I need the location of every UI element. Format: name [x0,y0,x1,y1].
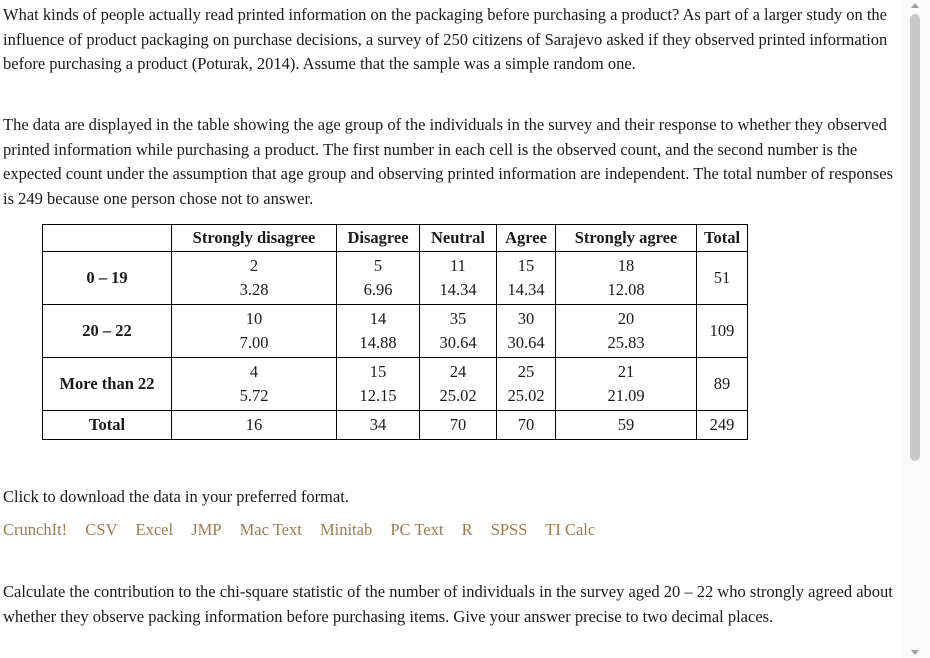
header-agree: Agree [497,225,556,252]
totals-label: Total [43,411,172,440]
table-cell [172,305,337,358]
observed-count: 35 [449,309,467,328]
scroll-thumb[interactable] [910,14,920,461]
header-empty [43,225,172,252]
expected-count: 14.34 [507,280,545,299]
observed-count: 18 [617,256,635,275]
table-cell [337,358,420,411]
header-strongly-agree: Strongly agree [556,225,697,252]
expected-count: 25.02 [439,386,477,405]
download-links [3,520,609,540]
column-total: 59 [556,411,697,440]
observed-count: 15 [517,256,535,275]
expected-count: 3.28 [239,280,269,299]
observed-count: 2 [249,256,259,275]
download-link-mac-text[interactable]: Mac Text [239,520,302,539]
download-link-csv[interactable]: CSV [85,520,118,539]
download-link-minitab[interactable]: Minitab [319,520,373,539]
table-cell [337,305,420,358]
expected-count: 14.88 [359,333,397,352]
table-cell [172,358,337,411]
table-cell [497,252,556,305]
table-cell [497,305,556,358]
observed-count: 20 [617,309,635,328]
row-total: 51 [697,252,748,305]
table-cell [337,252,420,305]
expected-count: 5.72 [239,386,269,405]
expected-count: 6.96 [363,280,393,299]
expected-count: 7.00 [239,333,269,352]
table-cell [172,252,337,305]
download-link-crunchit[interactable]: CrunchIt! [3,520,68,539]
header-strongly-disagree: Strongly disagree [172,225,337,252]
expected-count: 30.64 [439,333,477,352]
header-disagree: Disagree [337,225,420,252]
observed-count: 11 [450,256,466,275]
header-total: Total [697,225,748,252]
expected-count: 21.09 [607,386,645,405]
table-cell [420,358,497,411]
table-cell [556,305,697,358]
column-total: 70 [420,411,497,440]
download-link-jmp[interactable]: JMP [191,520,222,539]
column-total: 70 [497,411,556,440]
table-cell [556,358,697,411]
observed-count: 5 [373,256,383,275]
expected-count: 25.83 [607,333,645,352]
expected-count: 12.08 [607,280,645,299]
scroll-down-icon[interactable] [911,650,919,655]
grand-total: 249 [697,411,748,440]
table-row [43,358,748,411]
row-total: 109 [697,305,748,358]
row-label: More than 22 [43,358,172,411]
table-row [43,305,748,358]
observed-count: 15 [369,362,387,381]
table-cell [556,252,697,305]
observed-count: 30 [517,309,535,328]
column-total: 16 [172,411,337,440]
observed-count: 25 [517,362,535,381]
table-cell [420,305,497,358]
table-cell [497,358,556,411]
download-link-spss[interactable]: SPSS [490,520,528,539]
observed-count: 24 [449,362,467,381]
download-link-r[interactable]: R [461,520,473,539]
header-neutral: Neutral [420,225,497,252]
table-row [43,252,748,305]
expected-count: 14.34 [439,280,477,299]
row-label: 20 – 22 [43,305,172,358]
intro-paragraph: What kinds of people actually read printed information on the packaging before purchasing a product? As part of a larger study on the influence of product packaging on purchase decisions, a survey of 250 citizens of Sarajevo asked if they observed printed information before purchasing a product (Poturak, 2014). Assume that the sample was a simple random one. [3,5,888,74]
table-description: The data are displayed in the table showing the age group of the individuals in the survey and their response to whether they observed printed information while purchasing a product. The first number in each cell is the observed count, and the second number is the expected count under the assumption that age group and observing printed information are independent. The total number of responses is 249 because one person chose not to answer. [3,115,893,208]
column-total: 34 [337,411,420,440]
observed-count: 21 [617,362,635,381]
scroll-up-icon[interactable] [911,3,919,8]
download-link-ti-calc[interactable]: TI Calc [545,520,596,539]
download-prompt: Click to download the data in your preferred format. [3,487,349,506]
vertical-scrollbar[interactable] [902,0,930,658]
observed-count: 10 [245,309,263,328]
expected-count: 12.15 [359,386,397,405]
expected-count: 25.02 [507,386,545,405]
table-header-row [43,225,748,252]
download-link-excel[interactable]: Excel [135,520,174,539]
row-label: 0 – 19 [43,252,172,305]
table-cell [420,252,497,305]
download-link-pc-text[interactable]: PC Text [390,520,444,539]
row-total: 89 [697,358,748,411]
observed-count: 14 [369,309,387,328]
expected-count: 30.64 [507,333,545,352]
contingency-table [42,224,748,440]
question-paragraph: Calculate the contribution to the chi-square statistic of the number of individuals in the survey aged 20 – 22 who strongly agreed about whether they observe packing information before purchasing items. Give your answer precise to two decimal places. [3,582,893,626]
totals-row [43,411,748,440]
observed-count: 4 [249,362,259,381]
